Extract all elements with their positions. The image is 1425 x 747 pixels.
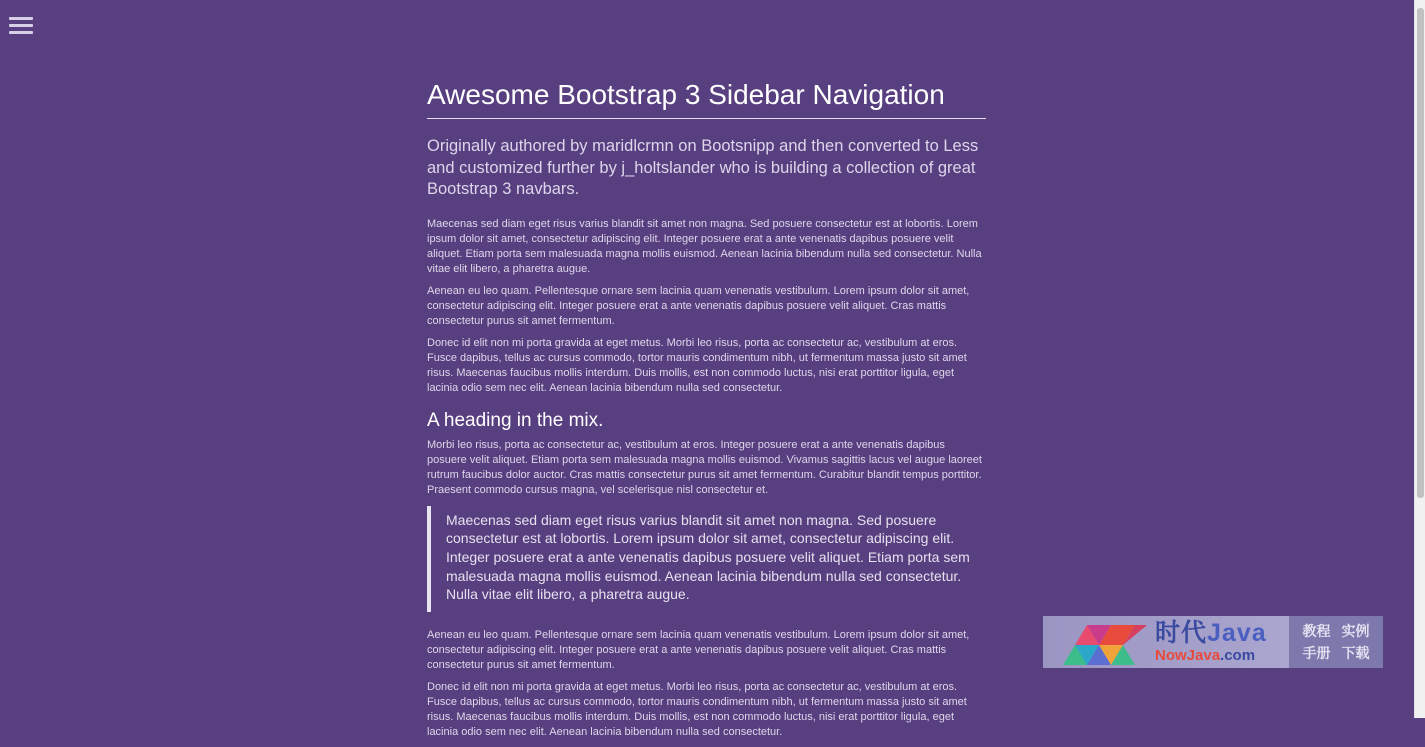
body-paragraph: Maecenas sed diam eget risus varius blandit sit amet non magna. Sed posuere consectetur est at lobortis. Lorem ipsum dolor sit amet, consectetur adipiscing elit. Integer posuere erat a ante venenatis dapibus posuere velit aliquet. Etiam porta sem malesuada magna mollis euismod. Aenean lacinia bibendum nulla sed consectetur. Nulla vitae elit libero, a pharetra augue. <box>427 217 982 275</box>
watermark-links <box>1289 616 1383 668</box>
hamburger-menu-icon[interactable] <box>9 16 34 36</box>
page-title: Awesome Bootstrap 3 Sidebar Navigation <box>427 79 945 110</box>
watermark-link-examples[interactable]: 实例 <box>1341 623 1370 639</box>
blockquote: Maecenas sed diam eget risus varius blandit sit amet non magna. Sed posuere consectetur est at lobortis. Lorem ipsum dolor sit amet, consectetur adipiscing elit. Integer posuere erat a ante venenatis dapibus posuere velit aliquet. Etiam porta sem malesuada magna mollis euismod. Aenean lacinia bibendum nulla sed consectetur. Nulla vitae elit libero, a pharetra augue. <box>427 506 986 613</box>
body-paragraph: Aenean eu leo quam. Pellentesque ornare sem lacinia quam venenatis vestibulum. Lorem ipsum dolor sit amet, consectetur adipiscing elit. Integer posuere erat a ante venenatis dapibus posuere velit aliquet. Cras mattis consectetur purus sit amet fermentum. <box>427 629 970 672</box>
hamburger-bar <box>9 17 33 20</box>
watermark-link-manual[interactable]: 手册 <box>1302 645 1331 661</box>
triangle-logo-icon <box>1059 621 1151 665</box>
watermark-domain <box>1155 648 1255 664</box>
watermark-brand-title <box>1155 619 1267 647</box>
watermark-link-tutorial[interactable]: 教程 <box>1302 623 1331 639</box>
lead-paragraph: Originally authored by maridlcrmn on Bootsnipp and then converted to Less and customized further by j_holtslander who is building a collection of great Bootstrap 3 navbars. <box>427 137 979 198</box>
body-paragraph: Donec id elit non mi porta gravida at eget metus. Morbi leo risus, porta ac consectetur ac, vestibulum at eros. Fusce dapibus, tellus ac cursus commodo, tortor mauris condimentum nibh, ut fermentum massa justo sit amet risus. Maecenas faucibus mollis interdum. Duis mollis, est non commodo luctus, nisi erat porttitor ligula, eget lacinia odio sem nec elit. Aenean lacinia bibendum nulla sed consectetur. <box>427 336 967 394</box>
domain-tld: .com <box>1220 647 1256 664</box>
main-content <box>427 78 986 747</box>
brand-cn: 时代 <box>1155 619 1208 647</box>
watermark-link-download[interactable]: 下载 <box>1341 645 1370 661</box>
hamburger-bar <box>9 31 33 34</box>
hamburger-bar <box>9 24 33 27</box>
page-header <box>427 78 986 119</box>
domain-main: NowJava <box>1155 647 1221 664</box>
brand-java: Java <box>1207 619 1267 647</box>
watermark-brand <box>1043 616 1289 668</box>
body-paragraph: Morbi leo risus, porta ac consectetur ac, vestibulum at eros. Integer posuere erat a ante venenatis dapibus posuere velit aliquet. Etiam porta sem malesuada magna mollis euismod. Vivamus sagittis lacus vel augue laoreet rutrum faucibus dolor auctor. Cras mattis consectetur purus sit amet fermentum. Curabitur blandit tempus porttitor. Praesent commodo cursus magna, vel scelerisque nisl consectetur et. <box>427 438 982 496</box>
section-heading: A heading in the mix. <box>427 409 604 431</box>
body-paragraph: Donec id elit non mi porta gravida at eget metus. Morbi leo risus, porta ac consectetur ac, vestibulum at eros. Fusce dapibus, tellus ac cursus commodo, tortor mauris condimentum nibh, ut fermentum massa justo sit amet risus. Maecenas faucibus mollis interdum. Duis mollis, est non commodo luctus, nisi erat porttitor ligula, eget lacinia odio sem nec elit. Aenean lacinia bibendum nulla sed consectetur. <box>427 681 967 739</box>
nowjava-watermark[interactable] <box>1043 616 1383 668</box>
scrollbar-thumb[interactable] <box>1417 8 1424 498</box>
vertical-scrollbar[interactable] <box>1414 0 1425 718</box>
body-paragraph: Aenean eu leo quam. Pellentesque ornare sem lacinia quam venenatis vestibulum. Lorem ipsum dolor sit amet, consectetur adipiscing elit. Integer posuere erat a ante venenatis dapibus posuere velit aliquet. Cras mattis consectetur purus sit amet fermentum. <box>427 284 970 327</box>
